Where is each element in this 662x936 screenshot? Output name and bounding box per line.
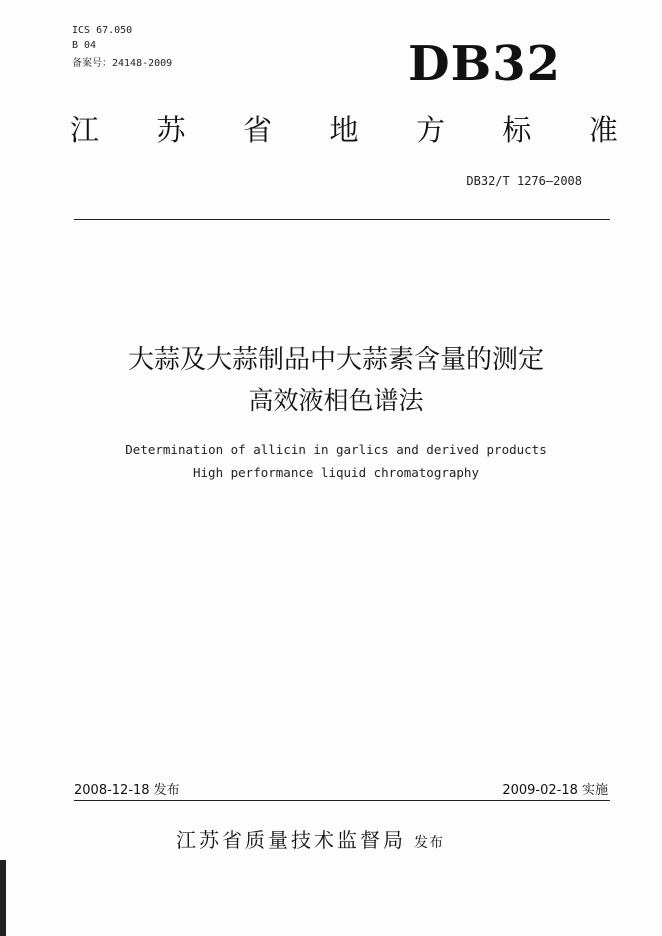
standard-type-char: 地 — [329, 113, 359, 147]
filing-number: 备案号：24148-2009 — [72, 58, 173, 69]
category-code: B 04 — [72, 40, 97, 51]
footer-divider — [74, 800, 610, 801]
standard-type-char: 准 — [588, 113, 618, 147]
db32-logo: DB32 — [408, 36, 561, 92]
issuer — [176, 825, 576, 858]
scan-edge-mark — [0, 860, 6, 936]
standard-type-char: 标 — [502, 113, 532, 147]
standard-type-char: 省 — [242, 113, 272, 147]
issuer-suffix: 发布 — [414, 835, 444, 851]
standard-type-char: 方 — [415, 113, 445, 147]
publish-date: 2008-12-18 发布 — [74, 783, 180, 798]
standard-type-char: 江 — [70, 113, 100, 147]
implement-date: 2009-02-18 实施 — [502, 783, 608, 798]
title-en-line1: Determination of allicin in garlics and derived products — [125, 442, 547, 457]
title-cn-line2: 高效液相色谱法 — [248, 386, 424, 415]
title-en-line2: High performance liquid chromatography — [193, 465, 479, 480]
standard-type-heading — [70, 111, 618, 149]
title-cn-line1: 大蒜及大蒜制品中大蒜素含量的测定 — [127, 345, 544, 375]
standard-code: DB32/T 1276—2008 — [466, 174, 582, 188]
issuer-name: 江苏省质量技术监督局 — [176, 828, 406, 852]
standard-type-char: 苏 — [156, 113, 186, 147]
header-divider — [74, 219, 610, 220]
ics-code: ICS 67.050 — [72, 25, 133, 36]
